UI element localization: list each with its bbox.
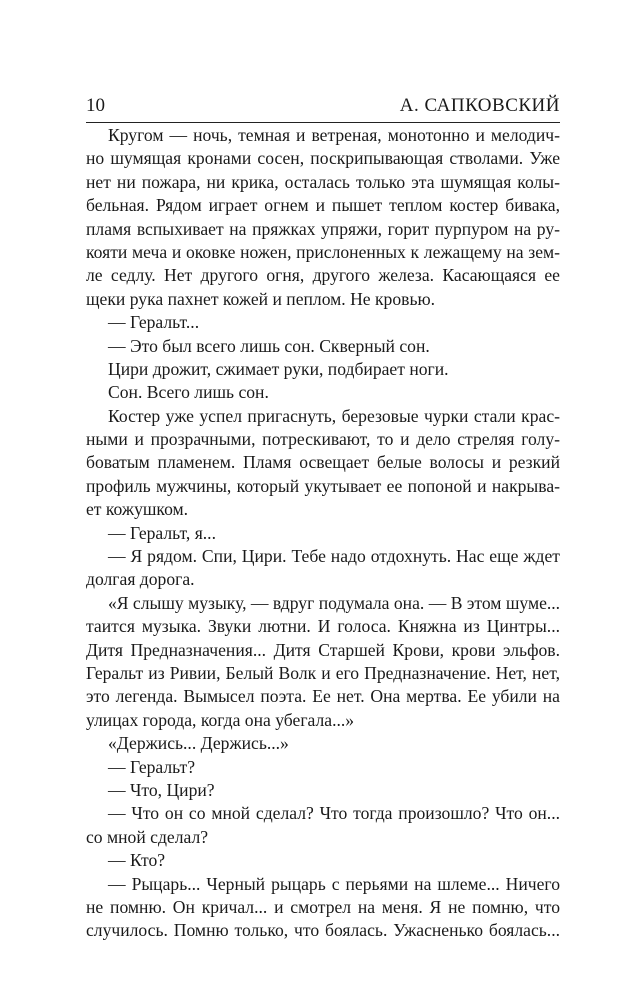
text-line: пламя вспыхивает на пряжках упряжи, горит пурпуром на ру- bbox=[86, 218, 560, 239]
text-line: Цири дрожит, сжимает руки, подбирает ноги. bbox=[108, 358, 449, 379]
text-line: но шумящая кронами сосен, поскрипывающая стволами. Уже bbox=[86, 148, 560, 169]
text-line: — Я рядом. Спи, Цири. Тебе надо отдохнуть. Нас еще ждет bbox=[108, 546, 560, 567]
text-line: ными и прозрачными, потрескивают, то и дело стреляя голу- bbox=[86, 429, 560, 450]
page-number: 10 bbox=[86, 95, 105, 116]
text-line: случилось. Помню только, что боялась. Ужасненько боялась... bbox=[86, 920, 560, 941]
text-line: это легенда. Вымысел поэта. Ее нет. Она мертва. Ее убили на bbox=[86, 686, 560, 707]
text-line: — Что, Цири? bbox=[108, 779, 215, 800]
text-line: — Рыцарь... Черный рыцарь с перьями на шлеме... Ничего bbox=[108, 873, 560, 894]
text-line: щеки рука пахнет кожей и пеплом. Не кровью. bbox=[86, 288, 436, 309]
text-line: «Я слышу музыку, — вдруг подумала она. — В этом шуме... bbox=[108, 592, 561, 613]
text-line: не помню. Он кричал... и смотрел на меня. Я не помню, что bbox=[86, 896, 560, 917]
body-text bbox=[86, 124, 560, 943]
text-line: Кругом — ночь, темная и ветреная, монотонно и мелодич- bbox=[108, 125, 560, 145]
text-line: Костер уже успел пригаснуть, березовые чурки стали крас- bbox=[108, 405, 560, 426]
running-head bbox=[86, 92, 560, 120]
text-line: «Держись... Держись...» bbox=[108, 733, 289, 754]
running-title: А. САПКОВСКИЙ bbox=[399, 95, 560, 116]
text-line: бельная. Рядом играет огнем и пышет теплом костер бивака, bbox=[86, 195, 560, 216]
header-rule bbox=[86, 122, 560, 123]
text-line: — Геральт, я... bbox=[108, 522, 216, 543]
text-line: боватым пламенем. Пламя освещает белые волосы и резкий bbox=[86, 452, 560, 473]
text-line: профиль мужчины, который укутывает ее попоной и накрыва- bbox=[86, 475, 560, 496]
text-line: ле седлу. Нет другого огня, другого железа. Касающаяся ее bbox=[86, 265, 560, 286]
text-line: — Что он со мной сделал? Что тогда произошло? Что он... bbox=[108, 803, 560, 824]
text-line: Сон. Всего лишь сон. bbox=[108, 382, 269, 403]
text-line: улицах города, когда она убегала...» bbox=[86, 709, 355, 730]
text-line: — Кто? bbox=[108, 850, 166, 871]
text-line: Геральт из Ривии, Белый Волк и его Предназначение. Нет, нет, bbox=[86, 662, 560, 683]
text-line: — Геральт... bbox=[108, 312, 200, 333]
text-line: — Геральт? bbox=[108, 756, 196, 777]
text-line: кояти меча и оковке ножен, прислоненных к лежащему на зем- bbox=[86, 241, 560, 262]
text-line: долгая дорога. bbox=[86, 569, 195, 590]
text-line: нет ни пожара, ни крика, осталась только эта шумящая колы- bbox=[86, 171, 560, 192]
text-line: со мной сделал? bbox=[86, 826, 209, 847]
text-line: Дитя Предназначения... Дитя Старшей Крови, крови эльфов. bbox=[86, 639, 560, 660]
text-line: — Это был всего лишь сон. Скверный сон. bbox=[108, 335, 430, 356]
text-line: таится музыка. Звуки лютни. И голоса. Княжна из Цинтры... bbox=[86, 616, 560, 637]
text-line: ет кожушком. bbox=[86, 499, 189, 520]
